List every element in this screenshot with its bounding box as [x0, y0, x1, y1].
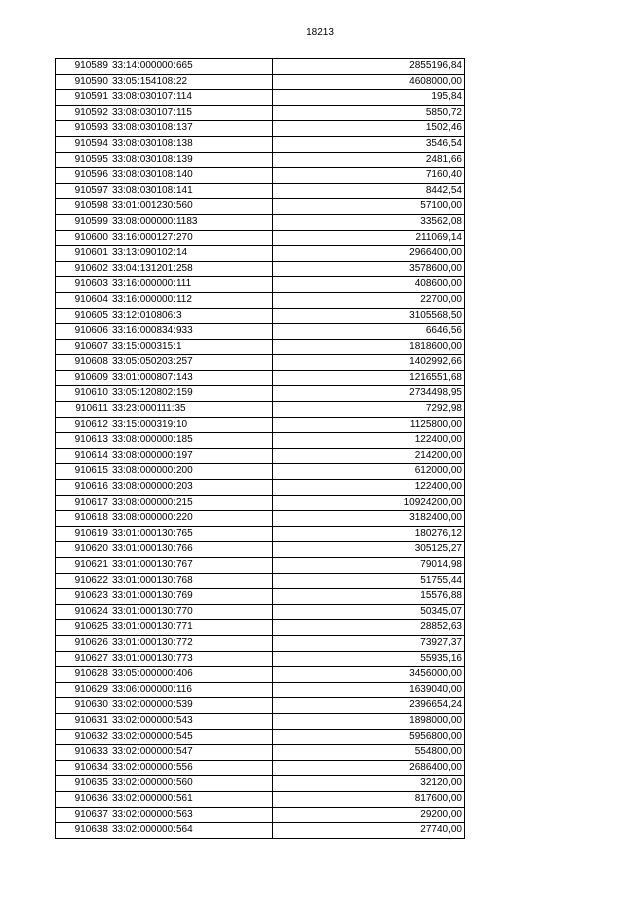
- cadastral-number-cell: 33:08:000000:197: [110, 448, 273, 464]
- cadastral-number-cell: 33:01:000130:765: [110, 526, 273, 542]
- amount-cell: 817600,00: [273, 791, 465, 807]
- cadastral-number-cell: 33:02:000000:547: [110, 745, 273, 761]
- table-row: [56, 121, 465, 137]
- cadastral-number-cell: 33:08:030107:115: [110, 105, 273, 121]
- record-number-cell: 910632: [56, 729, 111, 745]
- cadastral-number-cell: 33:01:000130:770: [110, 604, 273, 620]
- table-row: [56, 635, 465, 651]
- amount-cell: 305125,27: [273, 542, 465, 558]
- table-row: [56, 542, 465, 558]
- record-number-cell: 910596: [56, 168, 111, 184]
- cadastral-number-cell: 33:01:000130:771: [110, 620, 273, 636]
- table-row: [56, 90, 465, 106]
- amount-cell: 122400,00: [273, 480, 465, 496]
- cadastral-number-cell: 33:08:000000:215: [110, 495, 273, 511]
- amount-cell: 73927,37: [273, 635, 465, 651]
- cadastral-number-cell: 33:12:010806:3: [110, 308, 273, 324]
- amount-cell: 2966400,00: [273, 246, 465, 262]
- table-row: [56, 791, 465, 807]
- table-row: [56, 168, 465, 184]
- amount-cell: 1402992,66: [273, 355, 465, 371]
- table-row: [56, 355, 465, 371]
- record-number-cell: 910619: [56, 526, 111, 542]
- cadastral-number-cell: 33:01:000130:773: [110, 651, 273, 667]
- amount-cell: 29200,00: [273, 807, 465, 823]
- cadastral-number-cell: 33:08:030107:114: [110, 90, 273, 106]
- table-row: [56, 433, 465, 449]
- record-number-cell: 910602: [56, 261, 111, 277]
- record-number-cell: 910624: [56, 604, 111, 620]
- table-row: [56, 604, 465, 620]
- record-number-cell: 910603: [56, 277, 111, 293]
- table-row: [56, 214, 465, 230]
- cadastral-number-cell: 33:06:000000:116: [110, 682, 273, 698]
- table-row: [56, 526, 465, 542]
- amount-cell: 51755,44: [273, 573, 465, 589]
- table-row: [56, 74, 465, 90]
- table-row: [56, 402, 465, 418]
- record-number-cell: 910598: [56, 199, 111, 215]
- cadastral-number-cell: 33:02:000000:539: [110, 698, 273, 714]
- amount-cell: 27740,00: [273, 823, 465, 839]
- amount-cell: 6646,56: [273, 324, 465, 340]
- amount-cell: 8442,54: [273, 183, 465, 199]
- record-number-cell: 910633: [56, 745, 111, 761]
- amount-cell: 2855196,84: [273, 59, 465, 75]
- amount-cell: 2481,66: [273, 152, 465, 168]
- amount-cell: 2734498,95: [273, 386, 465, 402]
- record-number-cell: 910592: [56, 105, 111, 121]
- record-number-cell: 910622: [56, 573, 111, 589]
- amount-cell: 2396654,24: [273, 698, 465, 714]
- table-row: [56, 558, 465, 574]
- table-row: [56, 745, 465, 761]
- record-number-cell: 910593: [56, 121, 111, 137]
- cadastral-number-cell: 33:05:120802:159: [110, 386, 273, 402]
- table-row: [56, 620, 465, 636]
- amount-cell: 1818600,00: [273, 339, 465, 355]
- cadastral-number-cell: 33:15:000319:10: [110, 417, 273, 433]
- amount-cell: 3546,54: [273, 136, 465, 152]
- amount-cell: 5956800,00: [273, 729, 465, 745]
- record-number-cell: 910623: [56, 589, 111, 605]
- table-row: [56, 667, 465, 683]
- record-number-cell: 910591: [56, 90, 111, 106]
- record-number-cell: 910637: [56, 807, 111, 823]
- amount-cell: 554800,00: [273, 745, 465, 761]
- table-row: [56, 152, 465, 168]
- record-number-cell: 910607: [56, 339, 111, 355]
- table-row: [56, 511, 465, 527]
- cadastral-number-cell: 33:01:001230:560: [110, 199, 273, 215]
- table-row: [56, 682, 465, 698]
- record-number-cell: 910638: [56, 823, 111, 839]
- amount-cell: 1125800,00: [273, 417, 465, 433]
- table-row: [56, 277, 465, 293]
- record-number-cell: 910609: [56, 370, 111, 386]
- cadastral-number-cell: 33:23:000111:35: [110, 402, 273, 418]
- cadastral-number-cell: 33:02:000000:543: [110, 713, 273, 729]
- table-row: [56, 59, 465, 75]
- table-row: [56, 183, 465, 199]
- table-row: [56, 292, 465, 308]
- table-row: [56, 760, 465, 776]
- record-number-cell: 910613: [56, 433, 111, 449]
- amount-cell: 28852,63: [273, 620, 465, 636]
- cadastral-number-cell: 33:14:000000:665: [110, 59, 273, 75]
- table-row: [56, 651, 465, 667]
- amount-cell: 408600,00: [273, 277, 465, 293]
- cadastral-number-cell: 33:08:000000:200: [110, 464, 273, 480]
- amount-cell: 180276,12: [273, 526, 465, 542]
- cadastral-number-cell: 33:08:000000:185: [110, 433, 273, 449]
- amount-cell: 4608000,00: [273, 74, 465, 90]
- amount-cell: 50345,07: [273, 604, 465, 620]
- cadastral-number-cell: 33:02:000000:563: [110, 807, 273, 823]
- record-number-cell: 910589: [56, 59, 111, 75]
- cadastral-number-cell: 33:04:131201:258: [110, 261, 273, 277]
- record-number-cell: 910599: [56, 214, 111, 230]
- cadastral-number-cell: 33:05:050203:257: [110, 355, 273, 371]
- record-number-cell: 910594: [56, 136, 111, 152]
- amount-cell: 214200,00: [273, 448, 465, 464]
- amount-cell: 5850,72: [273, 105, 465, 121]
- records-table-body: [56, 59, 465, 839]
- amount-cell: 122400,00: [273, 433, 465, 449]
- record-number-cell: 910611: [56, 402, 111, 418]
- table-row: [56, 464, 465, 480]
- amount-cell: 22700,00: [273, 292, 465, 308]
- record-number-cell: 910590: [56, 74, 111, 90]
- table-row: [56, 448, 465, 464]
- amount-cell: 1502,46: [273, 121, 465, 137]
- amount-cell: 612000,00: [273, 464, 465, 480]
- amount-cell: 10924200,00: [273, 495, 465, 511]
- record-number-cell: 910620: [56, 542, 111, 558]
- amount-cell: 7292,98: [273, 402, 465, 418]
- cadastral-number-cell: 33:08:030108:138: [110, 136, 273, 152]
- amount-cell: 211069,14: [273, 230, 465, 246]
- record-number-cell: 910616: [56, 480, 111, 496]
- amount-cell: 195,84: [273, 90, 465, 106]
- cadastral-number-cell: 33:02:000000:560: [110, 776, 273, 792]
- table-row: [56, 370, 465, 386]
- amount-cell: 7160,40: [273, 168, 465, 184]
- cadastral-number-cell: 33:08:030108:139: [110, 152, 273, 168]
- table-row: [56, 698, 465, 714]
- table-row: [56, 713, 465, 729]
- record-number-cell: 910604: [56, 292, 111, 308]
- record-number-cell: 910626: [56, 635, 111, 651]
- table-row: [56, 261, 465, 277]
- table-row: [56, 573, 465, 589]
- amount-cell: 55935,16: [273, 651, 465, 667]
- record-number-cell: 910628: [56, 667, 111, 683]
- cadastral-number-cell: 33:02:000000:556: [110, 760, 273, 776]
- record-number-cell: 910595: [56, 152, 111, 168]
- cadastral-number-cell: 33:02:000000:564: [110, 823, 273, 839]
- cadastral-number-cell: 33:01:000130:766: [110, 542, 273, 558]
- table-row: [56, 417, 465, 433]
- amount-cell: 57100,00: [273, 199, 465, 215]
- cadastral-number-cell: 33:05:000000:406: [110, 667, 273, 683]
- table-row: [56, 729, 465, 745]
- table-row: [56, 246, 465, 262]
- record-number-cell: 910621: [56, 558, 111, 574]
- amount-cell: 1898000,00: [273, 713, 465, 729]
- amount-cell: 2686400,00: [273, 760, 465, 776]
- amount-cell: 3456000,00: [273, 667, 465, 683]
- record-number-cell: 910615: [56, 464, 111, 480]
- cadastral-number-cell: 33:08:000000:220: [110, 511, 273, 527]
- cadastral-number-cell: 33:16:000000:112: [110, 292, 273, 308]
- table-row: [56, 495, 465, 511]
- record-number-cell: 910610: [56, 386, 111, 402]
- table-row: [56, 480, 465, 496]
- cadastral-number-cell: 33:15:000315:1: [110, 339, 273, 355]
- table-row: [56, 308, 465, 324]
- record-number-cell: 910606: [56, 324, 111, 340]
- cadastral-number-cell: 33:01:000807:143: [110, 370, 273, 386]
- cadastral-number-cell: 33:01:000130:772: [110, 635, 273, 651]
- cadastral-number-cell: 33:08:000000:203: [110, 480, 273, 496]
- amount-cell: 32120,00: [273, 776, 465, 792]
- table-row: [56, 386, 465, 402]
- record-number-cell: 910630: [56, 698, 111, 714]
- cadastral-number-cell: 33:08:030108:137: [110, 121, 273, 137]
- cadastral-number-cell: 33:05:154108:22: [110, 74, 273, 90]
- cadastral-number-cell: 33:16:000000:111: [110, 277, 273, 293]
- table-row: [56, 589, 465, 605]
- cadastral-number-cell: 33:08:000000:1183: [110, 214, 273, 230]
- record-number-cell: 910629: [56, 682, 111, 698]
- table-row: [56, 776, 465, 792]
- table-row: [56, 230, 465, 246]
- page-number: 18213: [306, 27, 334, 38]
- cadastral-number-cell: 33:08:030108:140: [110, 168, 273, 184]
- cadastral-number-cell: 33:16:000127:270: [110, 230, 273, 246]
- amount-cell: 33562,08: [273, 214, 465, 230]
- table-row: [56, 807, 465, 823]
- table-row: [56, 105, 465, 121]
- record-number-cell: 910617: [56, 495, 111, 511]
- amount-cell: 79014,98: [273, 558, 465, 574]
- cadastral-number-cell: 33:08:030108:141: [110, 183, 273, 199]
- record-number-cell: 910625: [56, 620, 111, 636]
- cadastral-number-cell: 33:16:000834:933: [110, 324, 273, 340]
- record-number-cell: 910605: [56, 308, 111, 324]
- record-number-cell: 910627: [56, 651, 111, 667]
- amount-cell: 1639040,00: [273, 682, 465, 698]
- record-number-cell: 910612: [56, 417, 111, 433]
- records-table: [55, 58, 465, 839]
- amount-cell: 15576,88: [273, 589, 465, 605]
- record-number-cell: 910636: [56, 791, 111, 807]
- record-number-cell: 910631: [56, 713, 111, 729]
- amount-cell: 3182400,00: [273, 511, 465, 527]
- table-row: [56, 136, 465, 152]
- table-row: [56, 324, 465, 340]
- amount-cell: 3578600,00: [273, 261, 465, 277]
- table-row: [56, 823, 465, 839]
- cadastral-number-cell: 33:02:000000:561: [110, 791, 273, 807]
- record-number-cell: 910635: [56, 776, 111, 792]
- amount-cell: 3105568,50: [273, 308, 465, 324]
- cadastral-number-cell: 33:01:000130:767: [110, 558, 273, 574]
- record-number-cell: 910608: [56, 355, 111, 371]
- record-number-cell: 910634: [56, 760, 111, 776]
- cadastral-number-cell: 33:13:090102:14: [110, 246, 273, 262]
- cadastral-number-cell: 33:01:000130:768: [110, 573, 273, 589]
- record-number-cell: 910597: [56, 183, 111, 199]
- table-row: [56, 339, 465, 355]
- amount-cell: 1216551,68: [273, 370, 465, 386]
- record-number-cell: 910618: [56, 511, 111, 527]
- table-row: [56, 199, 465, 215]
- cadastral-number-cell: 33:02:000000:545: [110, 729, 273, 745]
- record-number-cell: 910601: [56, 246, 111, 262]
- record-number-cell: 910600: [56, 230, 111, 246]
- record-number-cell: 910614: [56, 448, 111, 464]
- cadastral-number-cell: 33:01:000130:769: [110, 589, 273, 605]
